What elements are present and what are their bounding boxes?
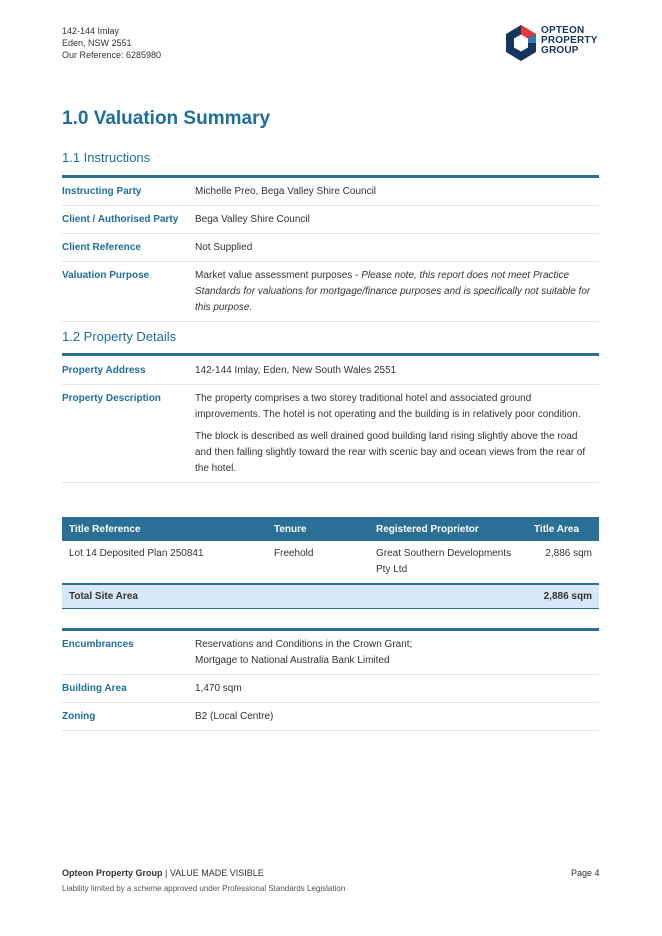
table-row [62,675,599,703]
table-row [62,385,599,483]
building-area-value: 1,470 sqm [195,683,242,694]
table-row [62,234,599,262]
total-site-area-value: 2,886 sqm [527,584,599,609]
table-row [62,631,599,675]
total-row [62,584,599,609]
client-reference-label: Client Reference [62,242,141,253]
property-description-value [195,391,595,477]
client-label: Client / Authorised Party [62,214,179,225]
address-line-2: Eden, NSW 2551 [62,38,132,48]
hexagon-logo-icon [504,24,538,62]
table-row [62,357,599,385]
page-title: 1.0 Valuation Summary [62,108,271,129]
instructions-table [62,178,599,322]
encumbrances-line-1: Reservations and Conditions in the Crown Grant; [195,639,413,650]
header-title-reference: Title Reference [62,517,267,541]
logo-line-2: PROPERTY [541,35,598,46]
opteon-logo [504,24,604,62]
valuation-purpose-text: Market value assessment purposes - [195,270,362,281]
encumbrances-label: Encumbrances [62,639,134,650]
property-address-label: Property Address [62,365,146,376]
property-address-value: 142-144 Imlay, Eden, New South Wales 2551 [195,365,397,376]
client-value: Bega Valley Shire Council [195,214,310,225]
valuation-purpose-label: Valuation Purpose [62,270,150,281]
instructions-heading: 1.1 Instructions [62,150,151,165]
cell-title-reference: Lot 14 Deposited Plan 250841 [62,541,267,584]
header-title-area: Title Area [527,517,599,541]
footer-separator: | [162,868,170,878]
instructing-party-label: Instructing Party [62,186,142,197]
table-row [62,206,599,234]
encumbrances-value [195,637,595,669]
property-details-table [62,357,599,483]
building-area-label: Building Area [62,683,127,694]
footer-company: Opteon Property Group [62,868,163,878]
header-registered-proprietor: Registered Proprietor [369,517,527,541]
property-description-paragraph-2: The block is described as well drained good building land rising slightly above the road and then falling slightly toward the rear with scenic bay and ocean views from the rear of the hotel. [195,431,586,474]
encumbrances-line-2: Mortgage to National Australia Bank Limited [195,655,390,666]
valuation-purpose-note: Please note, this report does not meet Practice Standards for valuations for mortgage/finance purposes and is specifically not suitable for this purpose. [195,270,591,313]
zoning-label: Zoning [62,711,96,722]
cell-registered-proprietor: Great Southern Developments Pty Ltd [369,541,527,584]
header-address [62,25,161,61]
page-number: Page 4 [571,868,600,878]
table-row [62,703,599,731]
instructing-party-value: Michelle Preo, Bega Valley Shire Council [195,186,377,197]
our-reference: Our Reference: 6285980 [62,50,162,60]
property-details-heading: 1.2 Property Details [62,329,177,344]
property-description-paragraph-1: The property comprises a two storey traditional hotel and associated ground improvements. The hotel is not operating and the building is in relatively poor condition. [195,393,581,420]
valuation-purpose-value [195,268,595,316]
table-row [62,262,599,322]
title-table [62,517,599,609]
footer-liability: Liability limited by a scheme approved under Professional Standards Legislation [62,884,346,893]
client-reference-value: Not Supplied [195,242,253,253]
title-table-header [62,517,599,541]
cell-tenure: Freehold [267,541,369,584]
cell-title-area: 2,886 sqm [527,541,599,584]
property-description-label: Property Description [62,393,161,404]
logo-wordmark [541,26,598,56]
footer-company-line [62,868,264,878]
header-tenure: Tenure [267,517,369,541]
zoning-value: B2 (Local Centre) [195,711,274,722]
table-row [62,541,599,584]
logo-line-1: OPTEON [541,25,585,36]
total-site-area-label: Total Site Area [62,584,527,609]
other-details-table [62,631,599,731]
table-row [62,178,599,206]
property-details-rule [62,353,599,356]
address-line-1: 142-144 Imlay [62,26,120,36]
logo-line-3: GROUP [541,45,579,56]
footer-tagline: VALUE MADE VISIBLE [169,868,264,878]
